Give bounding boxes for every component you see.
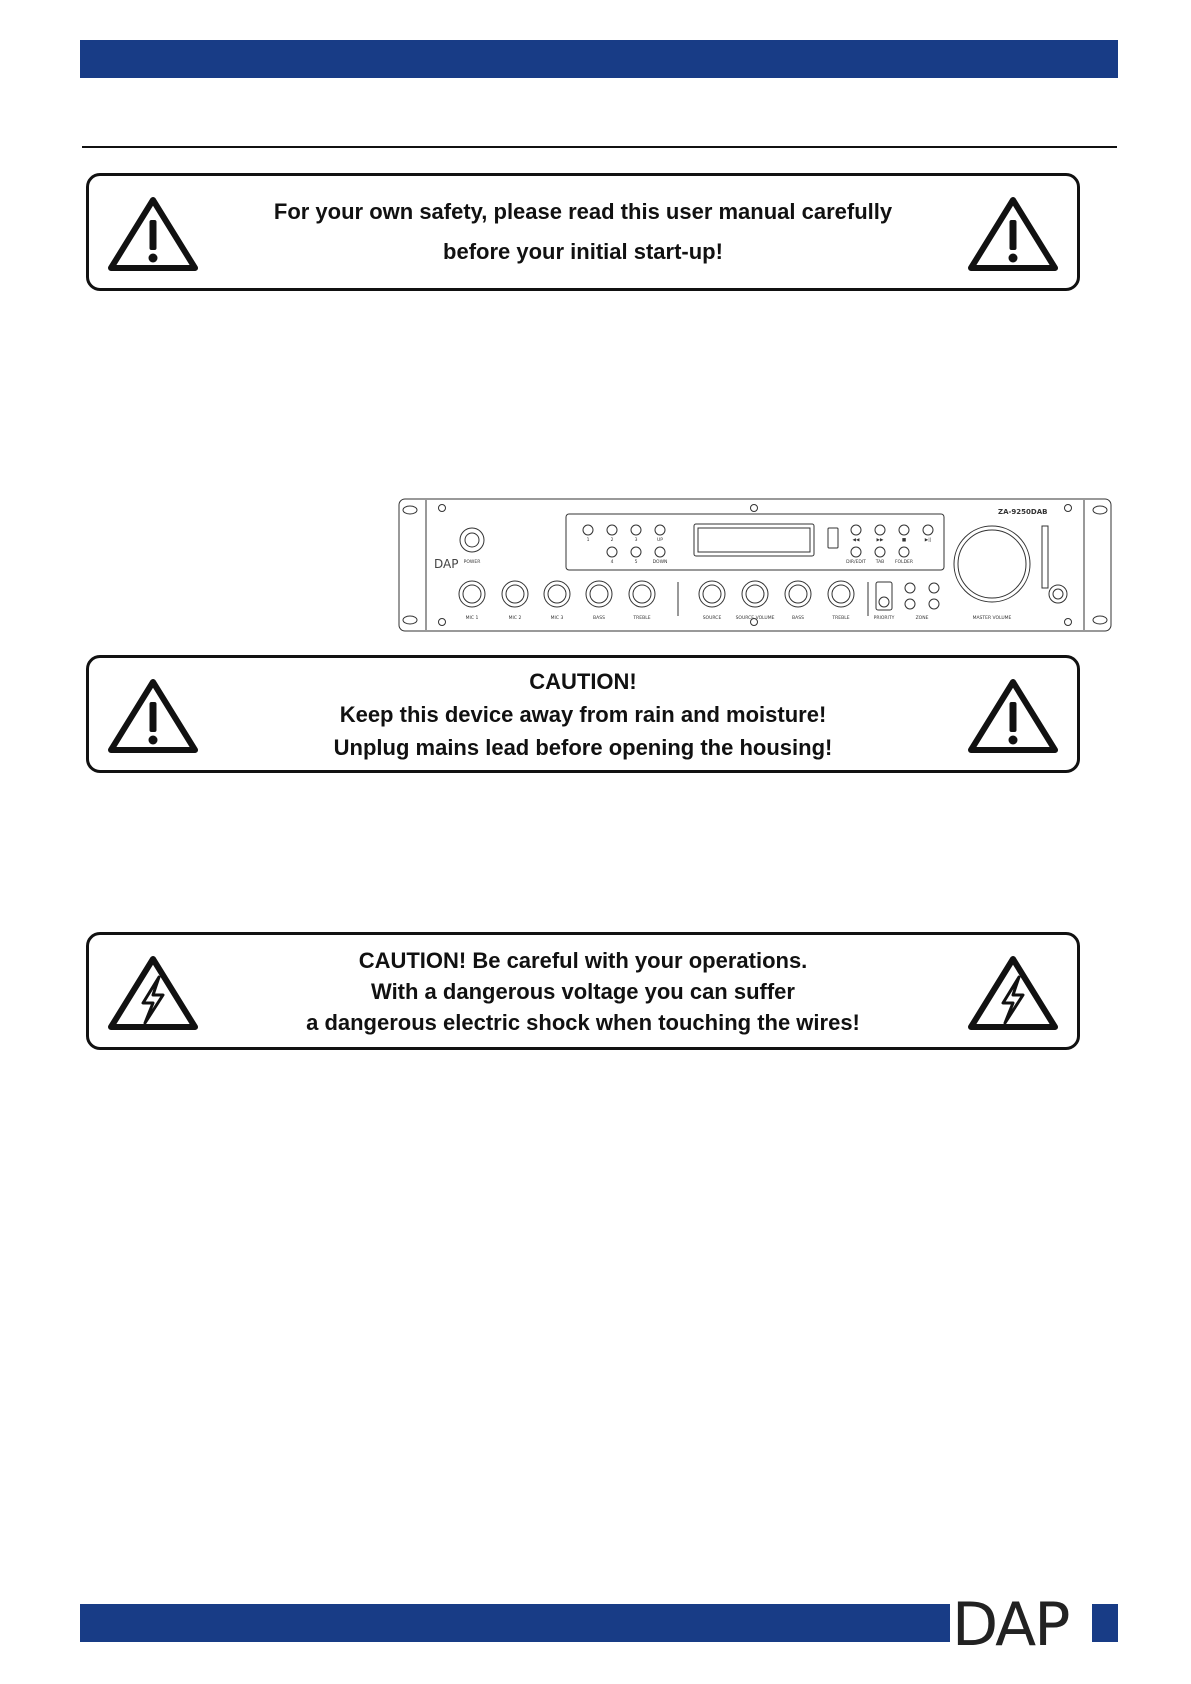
model-label: ZA-9250DAB [998, 508, 1048, 516]
warning-line: With a dangerous voltage you can suffer [371, 978, 795, 1004]
transport-label: ■ [901, 538, 907, 543]
transport-label: ▶▶ [876, 538, 884, 543]
transport-label: ▶|| [924, 538, 932, 543]
header-bar [80, 40, 1118, 78]
knob-label: MIC 3 [550, 616, 564, 621]
warning-triangle-icon [965, 676, 1061, 756]
preset-label: 3 [634, 538, 638, 543]
warning-line: before your initial start-up! [443, 239, 723, 264]
knob-label: SOURCE [702, 616, 722, 621]
warning-line: For your own safety, please read this user manual carefully [273, 199, 893, 224]
warning-line: CAUTION! [529, 668, 637, 694]
warning-triangle-icon [105, 194, 201, 274]
master-volume-label: MASTER VOLUME [972, 616, 1012, 621]
preset-label: 2 [610, 538, 614, 543]
electric-hazard-icon [105, 953, 201, 1033]
warning-line: a dangerous electric shock when touching the wires! [306, 1009, 860, 1035]
device-front-panel-illustration [398, 498, 1112, 632]
preset-label: 4 [610, 560, 614, 565]
knob-label: BASS [593, 616, 605, 621]
knob-label: TREBLE [832, 616, 850, 621]
warning-line: Unplug mains lead before opening the housing! [333, 734, 833, 760]
moisture-caution-box [86, 655, 1080, 773]
power-label: POWER [463, 560, 481, 565]
knob-label: TREBLE [633, 616, 651, 621]
preset-label: UP [656, 538, 664, 543]
transport-label: FOLDER [894, 560, 914, 565]
transport-label: TAB [875, 560, 885, 565]
transport-label: DIR/EDIT [846, 560, 866, 565]
dap-logo: DAP [952, 1590, 1069, 1660]
warning-triangle-icon [965, 194, 1061, 274]
knob-label: MIC 2 [508, 616, 522, 621]
footer-bar [80, 1604, 950, 1642]
electric-shock-caution-box [86, 932, 1080, 1050]
knob-label: MIC 1 [465, 616, 479, 621]
preset-label: DOWN [652, 560, 668, 565]
warning-line: CAUTION! Be careful with your operations. [358, 947, 808, 973]
electric-hazard-icon [965, 953, 1061, 1033]
transport-label: ◀◀ [852, 538, 860, 543]
zone-label: ZONE [915, 616, 929, 621]
warning-triangle-icon [105, 676, 201, 756]
header-rule [82, 146, 1117, 148]
knob-label: BASS [792, 616, 804, 621]
priority-label: PRIORITY [873, 616, 895, 621]
preset-label: 1 [586, 538, 590, 543]
brand-label: DAP [434, 557, 459, 571]
safety-warning-box [86, 173, 1080, 291]
preset-label: 5 [634, 560, 638, 565]
logo-square [1092, 1604, 1118, 1642]
warning-line: Keep this device away from rain and moisture! [339, 701, 827, 727]
knob-label: SOURCE VOLUME [735, 616, 775, 621]
